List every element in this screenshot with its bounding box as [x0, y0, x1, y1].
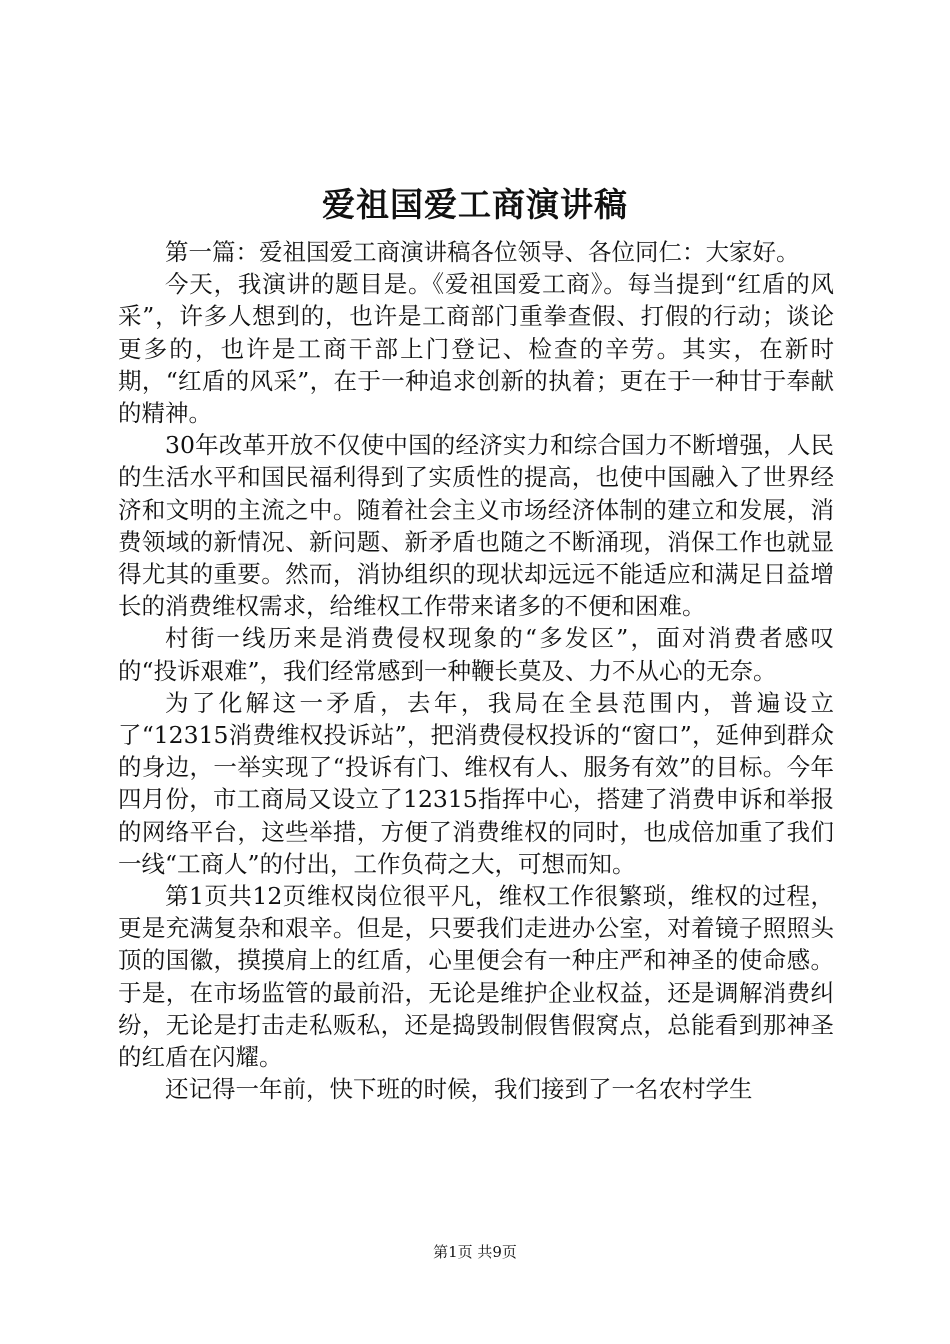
paragraph: 村街一线历来是消费侵权现象的“多发区”，面对消费者感叹的“投诉艰难”，我们经常感到一种鞭长莫及、力不从心的无奈。 — [118, 624, 834, 685]
paragraph: 还记得一年前，快下班的时候，我们接到了一名农村学生 — [165, 1075, 753, 1104]
paragraph: 第1页共12页维权岗位很平凡，维权工作很繁琐，维权的过程，更是充满复杂和艰辛。但是，只要我们走进办公室，对着镜子照照头顶的国徽，摸摸肩上的红盾，心里便会有一种庄严和神圣的使命感。于是，在市场监管的最前沿，无论是维护企业权益，还是调解消费纠纷，无论是打击走私贩私，还是捣毁制假售假窝点，总能看到那神圣的红盾在闪耀。 — [118, 882, 834, 1072]
document-title: 爱祖国爱工商演讲稿 — [322, 185, 628, 224]
paragraph: 第一篇：爱祖国爱工商演讲稿各位领导、各位同仁：大家好。 — [165, 238, 800, 266]
paragraph: 30年改革开放不仅使中国的经济实力和综合国力不断增强，人民的生活水平和国民福利得到了实质性的提高，也使中国融入了世界经济和文明的主流之中。随着社会主义市场经济体制的建立和发展，消费领域的新情况、新问题、新矛盾也随之不断涌现，消保工作也就显得尤其的重要。然而，消协组织的现状却远远不能适应和满足日益增长的消费维权需求，给维权工作带来诸多的不便和困难。 — [118, 431, 834, 621]
document-body — [118, 236, 834, 1105]
paragraph: 为了化解这一矛盾，去年，我局在全县范围内，普遍设立了“12315消费维权投诉站”，把消费侵权投诉的“窗口”，延伸到群众的身边，一举实现了“投诉有门、维权有人、服务有效”的目标。今年四月份，市工商局又设立了12315指挥中心，搭建了消费申诉和举报的网络平台，这些举措，方便了消费维权的同时，也成倍加重了我们一线“工商人”的付出，工作负荷之大，可想而知。 — [118, 688, 834, 878]
page-footer: 第1页 共9页 — [433, 1243, 517, 1261]
paragraph: 今天，我演讲的题目是。《爱祖国爱工商》。每当提到“红盾的风采”，许多人想到的，也许是工商部门重拳查假、打假的行动；谈论更多的，也许是工商干部上门登记、检查的辛劳。其实，在新时期，“红盾的风采”，在于一种追求创新的执着；更在于一种甘于奉献的精神。 — [118, 270, 834, 428]
